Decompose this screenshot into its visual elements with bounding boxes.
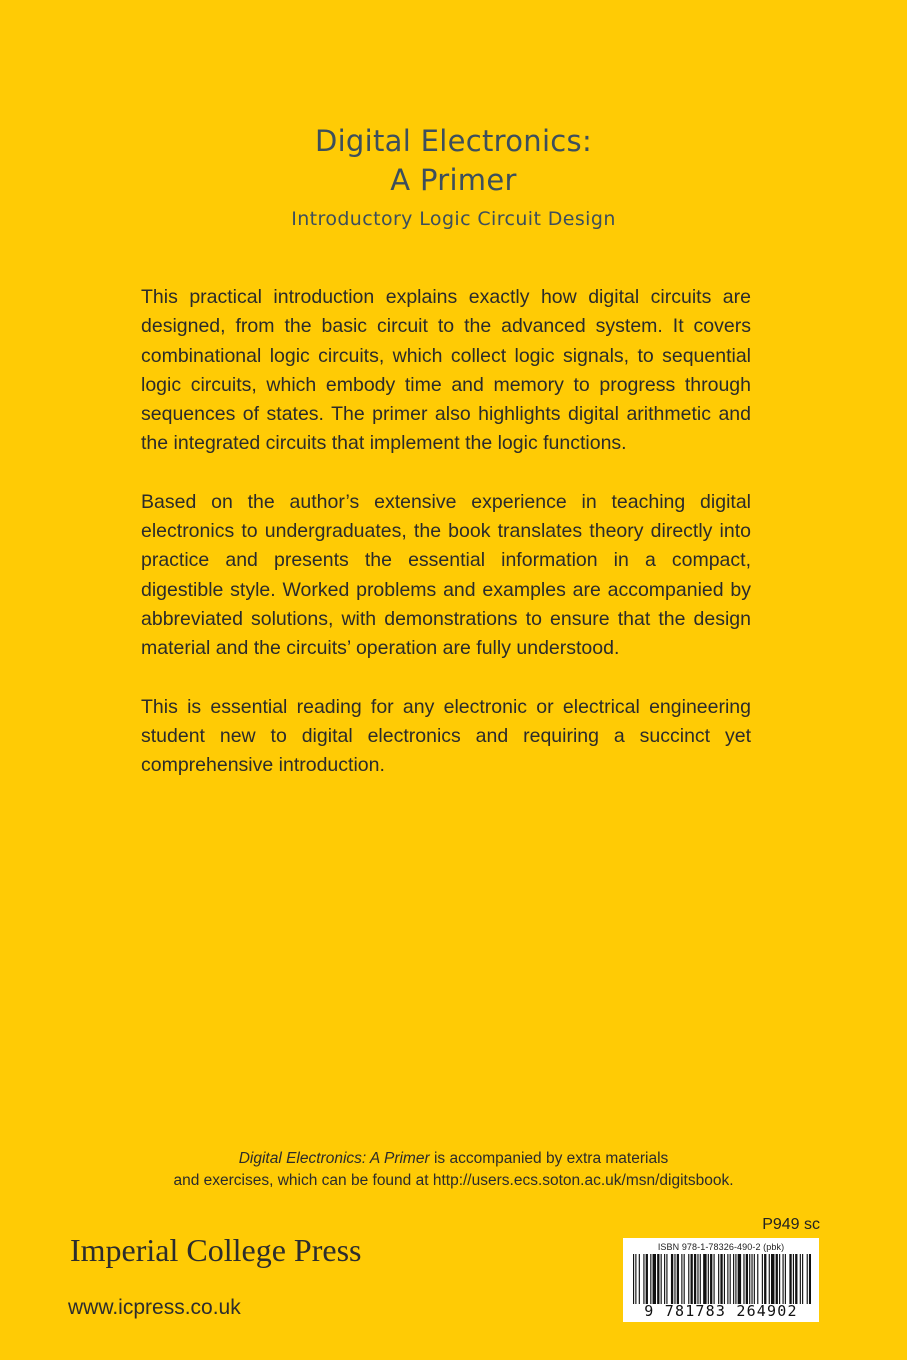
barcode-stripe [650,1254,651,1304]
barcode-stripe [666,1254,667,1304]
barcode-stripe [688,1254,689,1304]
barcode-stripe [733,1254,734,1304]
book-title-line2: A Primer [390,163,517,197]
publisher-name: Imperial College Press [70,1232,362,1268]
barcode-stripe [684,1254,685,1304]
barcode-stripe [795,1254,797,1304]
barcode-stripe [724,1254,725,1304]
barcode-stripe [657,1254,659,1304]
barcode-stripe [664,1254,665,1304]
product-code: P949 sc [762,1216,820,1233]
title-block [0,122,907,230]
barcode-stripe [754,1254,755,1304]
book-subtitle: Introductory Logic Circuit Design [291,208,616,230]
barcode-stripe [776,1254,778,1304]
barcode-stripe [700,1254,701,1304]
barcode-stripe [807,1254,808,1304]
barcode-stripe [639,1254,640,1304]
barcode-stripe [762,1254,763,1304]
barcode-stripe [691,1254,693,1304]
barcode-stripe [749,1254,750,1304]
barcode-stripe [738,1254,741,1304]
barcode-stripe [783,1254,784,1304]
blurb [141,283,751,809]
barcode-stripe [646,1254,648,1304]
barcode-stripe [751,1254,752,1304]
barcode-box [623,1238,819,1322]
barcode-stripe [653,1254,656,1304]
barcode-stripe [735,1254,736,1304]
blurb-paragraph-3: This is essential reading for any electronic or electrical engineering student new to digital electronics and requiring a succinct yet comprehensive introduction. [141,695,751,777]
barcode-stripe [708,1254,709,1304]
barcode-digits: 9 781783 264902 [644,1302,798,1320]
barcode-stripe [802,1254,803,1304]
barcode-stripe [661,1254,662,1304]
blurb-paragraph-1: This practical introduction explains exactly how digital circuits are designed, from the basic circuit to the advanced system. It covers combinational logic circuits, which collect logic signals, to sequential logic circuits, which embody time and memory to progress through sequences of states. The primer also highlights digital arithmetic and the integrated circuits that implement the logic functions. [141,286,751,455]
barcode-stripe [769,1254,770,1304]
barcode-stripe [746,1254,748,1304]
barcode-stripe [727,1254,728,1304]
barcode-stripe [697,1254,698,1304]
publisher-website: www.icpress.co.uk [68,1296,241,1319]
barcode-stripe [714,1254,715,1304]
barcode-stripe [793,1254,794,1304]
barcode-stripe [681,1254,682,1304]
barcode-stripe [710,1254,712,1304]
barcode-stripe [720,1254,722,1304]
barcode-stripe [771,1254,774,1304]
blurb-paragraph-2: Based on the author’s extensive experience in teaching digital electronics to undergraduates, the book translates theory directly into practice and presents the essential information in a compact, digestible style. Worked problems and examples are accompanied by abbreviated solutions, with demonstrations to ensure that the design material and the circuits’ operation are fully understood. [141,490,751,660]
barcode-stripe [743,1254,744,1304]
barcode-stripe [730,1254,731,1304]
isbn-label: ISBN 978-1-78326-490-2 (pbk) [657,1242,785,1252]
extra-text-line1: is accompanied by extra materials [429,1150,669,1167]
barcode-stripe [671,1254,673,1304]
barcode-stripe [789,1254,791,1304]
barcode-stripe [703,1254,706,1304]
extra-text-line2: and exercises, which can be found at http://users.ecs.soton.ac.uk/msn/digitsbook. [173,1172,734,1189]
barcode-stripe [757,1254,758,1304]
barcode-stripe [785,1254,786,1304]
barcode-stripe [633,1254,634,1304]
barcode-stripe [718,1254,719,1304]
barcode-stripe [674,1254,675,1304]
barcode-stripe [643,1254,644,1304]
extra-materials-note [0,1148,907,1192]
barcode-stripe [635,1254,636,1304]
barcode-stripe [694,1254,696,1304]
book-title-line1: Digital Electronics: [314,124,593,158]
barcode-stripe [779,1254,780,1304]
extra-title-italic: Digital Electronics: A Primer [238,1150,430,1167]
barcode-icon [631,1254,811,1304]
barcode-stripe [809,1254,811,1304]
barcode-stripe [764,1254,766,1304]
barcode-stripe [677,1254,679,1304]
barcode-stripe [800,1254,801,1304]
